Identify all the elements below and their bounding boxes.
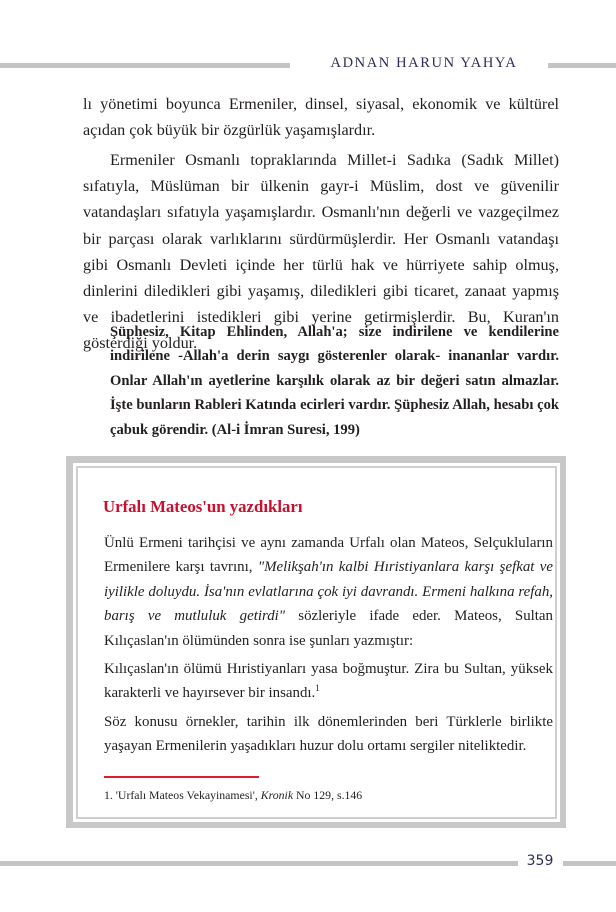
footnote-divider <box>104 776 259 778</box>
page-number: 359 <box>526 853 554 869</box>
paragraph-text <box>104 531 553 653</box>
footnote-text-start: 'Urfalı Mateos Vekayinamesi', <box>112 788 261 802</box>
paragraph-text-start: Ünlü Ermeni tarihçisi ve aynı zamanda Urfalı olan Mateos, Selçukluların Ermenilere karşı tavrını, <box>104 535 553 576</box>
paragraph-text <box>104 657 553 706</box>
header-rule-right <box>548 63 616 68</box>
footnote-italic-title: Kronik <box>260 788 294 802</box>
footnote-number: 1. <box>104 788 113 802</box>
verse-quote: Şüphesiz, Kitap Ehlinden, Allah'a; size indirilene ve kendilerine indirilene -Allah'a derin saygı gösterenler olarak- inananlar vardır. Onlar Allah'ın ayetlerine karşılık olarak az bir değeri satın almazlar. İşte bunların Rableri Katında ecirleri vardır. Şüphesiz Allah, hesabı çok çabuk görendir. (Al-i İmran Suresi, 199) <box>110 324 559 438</box>
header-rule-left <box>0 63 290 68</box>
sidebar-paragraph <box>104 657 553 706</box>
footnote-text-end: No 129, s.146 <box>293 788 363 802</box>
sidebar-paragraph <box>104 710 553 759</box>
paragraph-text: Ermeniler Osmanlı topraklarında Millet-i Sadıka (Sadık Millet) sıfatıyla, Müslüman bir ülkenin gayr-i Müslim, dost ve güvenilir vatandaşları sıfatıyla yaşamışlardır. Osmanlı'nın değerli ve vazgeçilmez bir parçası olarak varlıklarını sürdürmüşlerdir. Her Osmanlı vatandaşı gibi Osmanlı Devleti içinde her türlü hak ve hürriyete sahip olmuş, dinlerini diledikleri gibi yaşamış, diledikleri gibi ticaret, zanaat yapmış ve ibadetlerini istedikleri gibi yerine getirmişlerdir. Bu, Kuran'ın gösterdiği yoldur. <box>83 151 559 353</box>
footnote-reference[interactable]: 1 <box>315 683 320 694</box>
body-paragraph-continued <box>83 91 559 143</box>
running-header-title: ADNAN HARUN YAHYA <box>330 55 518 71</box>
paragraph-text: Söz konusu örnekler, tarihin ilk dönemlerinden beri Türklerle birlikte yaşayan Ermenilerin yaşadıkları huzur dolu ortamı sergiler niteliktedir. <box>104 714 553 755</box>
footer-rule-left <box>0 861 518 866</box>
footer-rule-right <box>563 861 616 866</box>
sidebar-paragraph <box>104 531 553 653</box>
italic-quotation: "Melikşah'ın kalbi Hıristiyanlara karşı şefkat ve iyilikle doluydu. İsa'nın evlatlarına çok iyi davrandı. Ermeni halkına refah, barış ve mutluluk getirdi" <box>104 559 554 625</box>
paragraph-text-end: sözleriyle ifade eder. Mateos, Sultan Kılıçaslan'ın ölümünden sonra ise şunları yazmıştır: <box>104 608 553 649</box>
quoted-text: Kılıçaslan'ın ölümü Hıristiyanları yasa boğmuştur. Zira bu Sultan, yüksek karakterli ve hayırsever bir insandı. <box>104 661 553 702</box>
paragraph-text: lı yönetimi boyunca Ermeniler, dinsel, siyasal, ekonomik ve kültürel açıdan çok büyük bir özgürlük yaşamışlardır. <box>83 95 559 140</box>
sidebar-box-title: Urfalı Mateos'un yazdıkları <box>103 497 303 516</box>
footnote <box>104 788 362 803</box>
